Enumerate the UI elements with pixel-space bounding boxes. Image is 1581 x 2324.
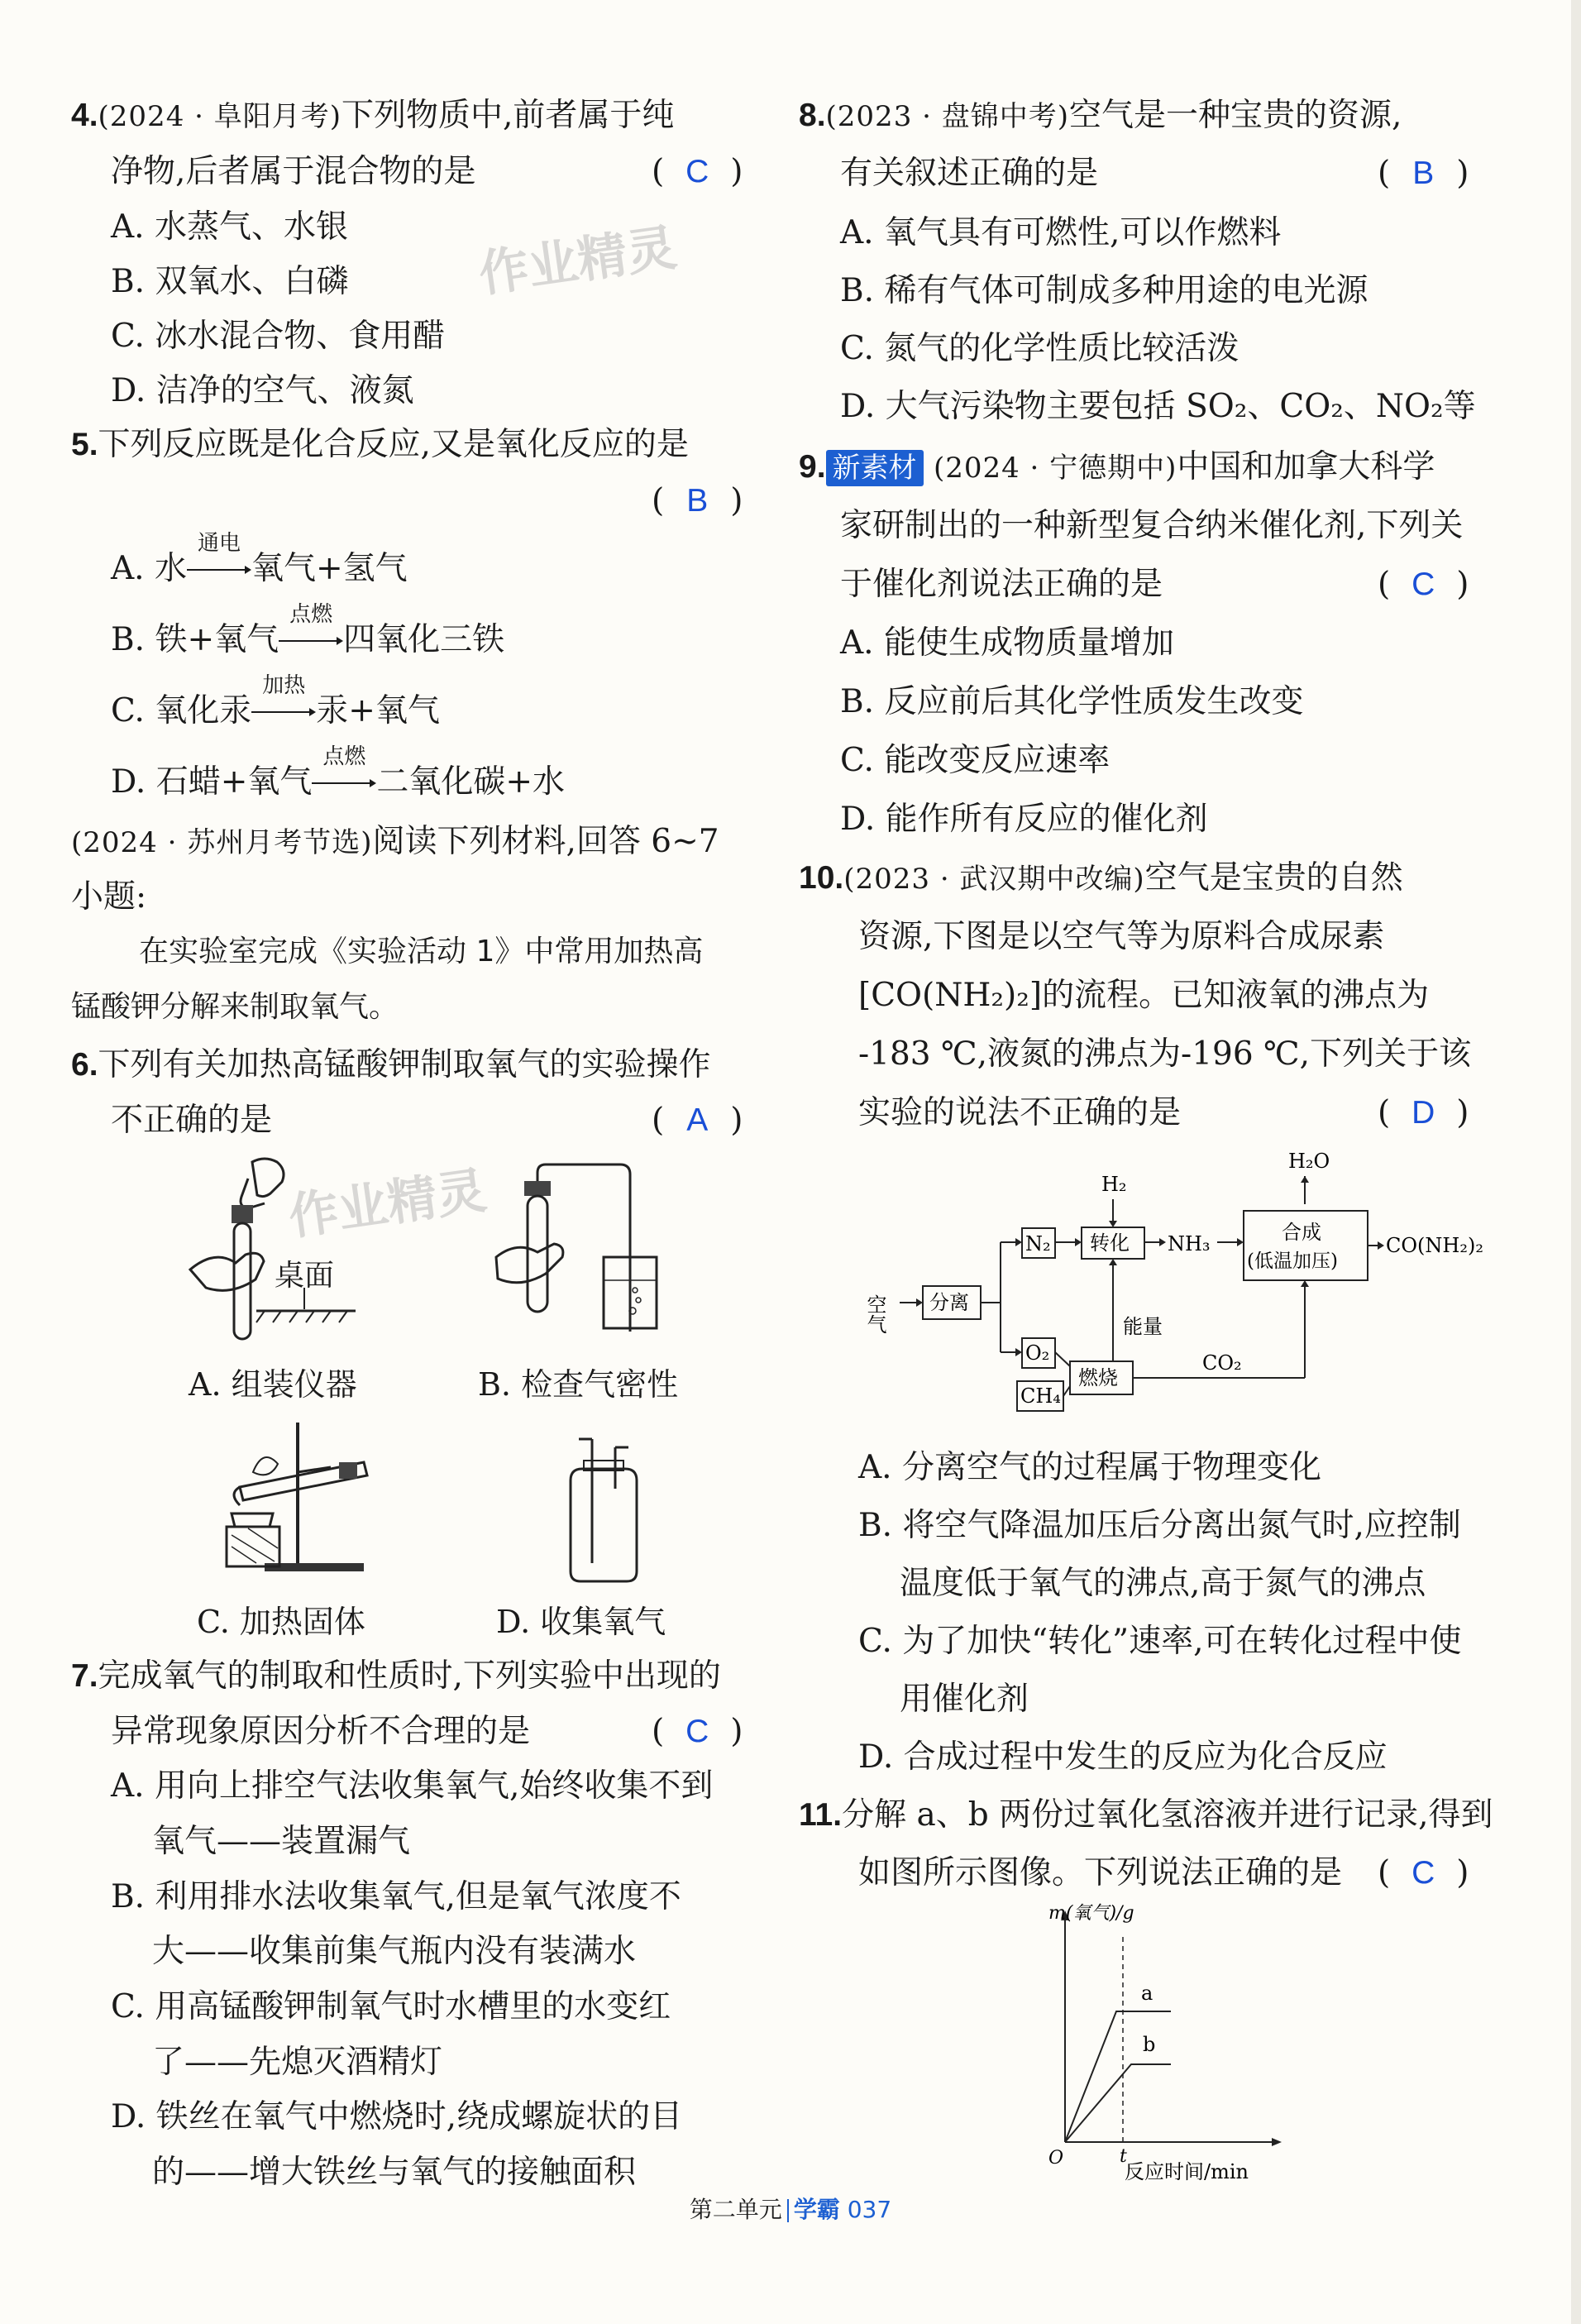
reaction-arrow-icon: 加热: [251, 696, 316, 729]
fig-caption-b: B. 检查气密性: [478, 1366, 679, 1403]
q10-line2: 资源,下图是以空气等为原料合成尿素: [858, 918, 1385, 955]
q4-line2: 净物,后者属于混合物的是: [111, 153, 476, 190]
watermark-1: 作业精灵: [475, 218, 681, 304]
q9-answer: ( C ): [1378, 566, 1469, 603]
reaction-arrow-icon: 通电: [187, 554, 251, 587]
fig-check-airtightness: [488, 1158, 670, 1348]
q8-opt-b: B. 稀有气体可制成多种用途的电光源: [840, 272, 1368, 309]
intro67-material2: 锰酸钾分解来制取氧气。: [71, 990, 399, 1024]
flow-n2: N₂: [1025, 1232, 1051, 1255]
flow-h2o: H₂O: [1288, 1150, 1330, 1173]
fig-collect-oxygen: [554, 1439, 653, 1588]
q5-line1: 5.下列反应既是化合反应,又是氧化反应的是: [71, 426, 689, 463]
reaction-arrow-icon: 点燃: [312, 767, 376, 801]
q10-line5: 实验的说法不正确的是: [858, 1094, 1182, 1131]
q7-answer: ( C ): [652, 1713, 743, 1750]
graph-origin: O: [1048, 2148, 1064, 2169]
flow-o2: O₂: [1025, 1341, 1050, 1365]
q11-line1: 11.分解 a、b 两份过氧化氢溶液并进行记录,得到: [799, 1796, 1493, 1834]
flow-urea: CO(NH₂)₂: [1386, 1234, 1483, 1257]
q8-opt-d: D. 大气污染物主要包括 SO₂、CO₂、NO₂等: [840, 388, 1476, 425]
fig-heat-solid: [207, 1414, 372, 1580]
q7-opt-b-2: 大——收集前集气瓶内没有装满水: [152, 1933, 637, 1970]
q10-opt-b-1: B. 将空气降温加压后分离出氮气时,应控制: [858, 1507, 1461, 1544]
q10-line4: -183 ℃,液氮的沸点为-196 ℃,下列关于该: [858, 1035, 1472, 1073]
q7-opt-b-1: B. 利用排水法收集氧气,但是氧气浓度不: [111, 1878, 681, 1915]
q4-answer: ( C ): [652, 153, 743, 190]
q9-opt-d: D. 能作所有反应的催化剂: [840, 801, 1208, 838]
curve-b-label: b: [1143, 2033, 1156, 2056]
q11-line2: 如图所示图像。下列说法正确的是: [858, 1854, 1343, 1891]
footer-unit: 第二单元: [689, 2196, 782, 2223]
q8-line2: 有关叙述正确的是: [840, 155, 1099, 192]
intro67-line1: (2024 · 苏州月考节选)阅读下列材料,回答 6~7: [71, 823, 719, 860]
reaction-arrow-icon: 点燃: [279, 625, 343, 658]
q7-opt-d-2: 的——增大铁丝与氧气的接触面积: [152, 2154, 637, 2191]
flow-nh3: NH₃: [1168, 1232, 1211, 1255]
q5-opt-a: A. 水 通电 氧气+氢气: [111, 531, 408, 587]
q7-opt-d-1: D. 铁丝在氧气中燃烧时,绕成螺旋状的目: [111, 2098, 683, 2135]
fig-caption-c: C. 加热固体: [197, 1604, 365, 1640]
q4-line1: 4.(2024 · 阜阳月考)下列物质中,前者属于纯: [71, 97, 675, 134]
q5-answer: ( B ): [652, 482, 743, 519]
q10-opt-c-1: C. 为了加快“转化”速率,可在转化过程中使: [858, 1623, 1462, 1660]
q4-opt-a: A. 水蒸气、水银: [111, 208, 348, 246]
graph-xlabel: 反应时间/min: [1125, 2160, 1249, 2183]
q10-answer: ( D ): [1378, 1094, 1469, 1131]
q7-opt-c-2: 了——先熄灭酒精灯: [152, 2044, 443, 2081]
q8-opt-a: A. 氧气具有可燃性,可以作燃料: [840, 214, 1282, 251]
footer-brand: 学霸: [793, 2196, 840, 2223]
fig-caption-a: A. 组装仪器: [189, 1366, 357, 1403]
intro67-material1: 在实验室完成《实验活动 1》中常用加热高: [139, 935, 704, 968]
fig-assemble-apparatus: [165, 1154, 364, 1352]
fig-caption-d: D. 收集氧气: [496, 1604, 666, 1640]
footer-divider: [787, 2199, 789, 2222]
flow-energy: 能量: [1123, 1315, 1163, 1338]
q10-line3: [CO(NH₂)₂]的流程。已知液氧的沸点为: [858, 977, 1430, 1014]
q6-line1: 6.下列有关加热高锰酸钾制取氧气的实验操作: [71, 1046, 711, 1083]
flow-burn: 燃烧: [1078, 1366, 1118, 1389]
q9-opt-c: C. 能改变反应速率: [840, 742, 1111, 779]
q5-opt-d: D. 石蜡+氧气 点燃 二氧化碳+水: [111, 744, 566, 801]
footer-page-number: 037: [847, 2196, 892, 2223]
q7-opt-a-1: A. 用向上排空气法收集氧气,始终收集不到: [111, 1767, 714, 1805]
q11-answer: ( C ): [1378, 1854, 1469, 1891]
q10-opt-c-2: 用催化剂: [900, 1681, 1029, 1718]
q10-opt-b-2: 温度低于氧气的沸点,高于氮气的沸点: [900, 1565, 1426, 1602]
flow-synth2: (低温加压): [1247, 1250, 1338, 1272]
page-edge: [1571, 0, 1581, 2324]
flow-convert: 转化: [1090, 1231, 1130, 1255]
urea-flow-diagram: [863, 1150, 1555, 1423]
oxygen-mass-graph: [1034, 1902, 1282, 2183]
q6-answer: ( A ): [652, 1102, 743, 1139]
q4-opt-d: D. 洁净的空气、液氮: [111, 372, 414, 409]
flow-co2: CO₂: [1202, 1351, 1242, 1375]
intro67-line2: 小题:: [71, 878, 147, 916]
desk-label: 桌面: [275, 1259, 335, 1293]
q7-line2: 异常现象原因分析不合理的是: [111, 1713, 531, 1750]
q8-line1: 8.(2023 · 盘锦中考)空气是一种宝贵的资源,: [799, 97, 1402, 134]
q9-line2: 家研制出的一种新型复合纳米催化剂,下列关: [840, 507, 1464, 544]
q5-opt-b: B. 铁+氧气 点燃 四氧化三铁: [111, 602, 505, 658]
q10-opt-d: D. 合成过程中发生的反应为化合反应: [858, 1738, 1388, 1776]
q9-opt-b: B. 反应前后其化学性质发生改变: [840, 683, 1304, 720]
flow-synth1: 合成: [1282, 1221, 1321, 1244]
flow-ch4: CH₄: [1020, 1384, 1061, 1408]
q8-answer: ( B ): [1378, 155, 1469, 192]
flow-h2: H₂: [1101, 1173, 1127, 1196]
q9-line3: 于催化剂说法正确的是: [840, 566, 1163, 603]
q7-line1: 7.完成氧气的制取和性质时,下列实验中出现的: [71, 1657, 721, 1695]
q4-opt-b: B. 双氧水、白磷: [111, 263, 349, 300]
q4-opt-c: C. 冰水混合物、食用醋: [111, 318, 446, 355]
page-footer: [0, 2192, 1581, 2225]
q10-opt-a: A. 分离空气的过程属于物理变化: [858, 1449, 1321, 1486]
graph-t: t: [1120, 2146, 1127, 2167]
q6-line2: 不正确的是: [111, 1102, 273, 1139]
q10-line1: 10.(2023 · 武汉期中改编)空气是宝贵的自然: [799, 859, 1403, 897]
flow-air: 空气: [863, 1294, 886, 1334]
q5-opt-c: C. 氧化汞 加热 汞+氧气: [111, 673, 440, 729]
watermark-2: 作业精灵: [284, 1161, 490, 1247]
flow-separate: 分离: [929, 1291, 969, 1314]
q7-opt-c-1: C. 用高锰酸钾制氧气时水槽里的水变红: [111, 1988, 671, 2025]
q9-opt-a: A. 能使生成物质量增加: [840, 624, 1174, 662]
curve-a-label: a: [1141, 1982, 1154, 2005]
q8-opt-c: C. 氮气的化学性质比较活泼: [840, 330, 1239, 367]
new-material-badge: 新素材: [826, 450, 924, 486]
q9-line1: 9. 新素材 (2024 · 宁德期中)中国和加拿大科学: [799, 448, 1435, 485]
graph-ylabel: m(氧气)/g: [1048, 1903, 1134, 1924]
q7-opt-a-2: 氧气——装置漏气: [152, 1823, 411, 1860]
